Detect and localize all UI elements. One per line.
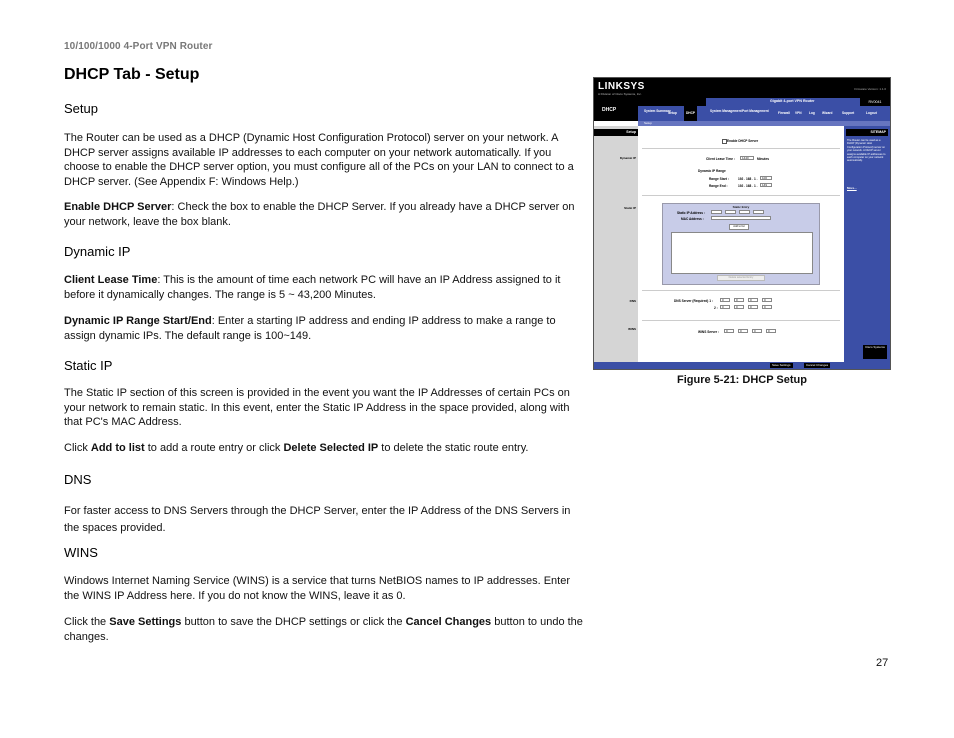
- static-ip-heading: Static IP: [64, 358, 113, 373]
- nav-logout[interactable]: Logout: [866, 111, 877, 115]
- mac-address-label: MAC Address :: [681, 217, 704, 221]
- divider: [642, 195, 840, 196]
- divider: [642, 148, 840, 149]
- dns2-octet-1[interactable]: 0: [720, 305, 730, 309]
- dynamic-ip-heading: Dynamic IP: [64, 244, 131, 259]
- page-number: 27: [876, 657, 889, 669]
- subnav-setup[interactable]: Setup: [644, 121, 652, 125]
- range-start-prefix: 192 . 168 . 1 .: [738, 177, 758, 181]
- wins-octet-1[interactable]: 0: [724, 329, 734, 333]
- range-start-input[interactable]: 100: [760, 176, 772, 180]
- lease-time-label: Client Lease Time :: [706, 157, 735, 161]
- nav-setup[interactable]: Setup: [668, 111, 677, 115]
- static-entry-title: Static Entry: [732, 205, 750, 209]
- ip-range-paragraph: [64, 314, 584, 343]
- save-settings-button[interactable]: Save Settings: [772, 363, 791, 367]
- wins-octet-3[interactable]: 0: [752, 329, 762, 333]
- label-dynamic-ip: Dynamic IP: [619, 156, 636, 160]
- wins-heading: WINS: [64, 545, 98, 560]
- wins-paragraph: Windows Internet Naming Service (WINS) is a service that turns NetBIOS names to IP addresses. Enter the WINS IP Address here. If you do not know the WINS, leave it as 0.: [64, 575, 570, 602]
- figure-screenshot: [593, 77, 891, 370]
- divider: [642, 320, 840, 321]
- nav-dhcp[interactable]: DHCP: [684, 106, 697, 121]
- cisco-logo: Cisco Systems: [863, 345, 887, 359]
- dns1-octet-4[interactable]: 0: [762, 298, 772, 302]
- section-label: DHCP: [602, 107, 617, 113]
- dns1-octet-1[interactable]: 0: [720, 298, 730, 302]
- nav-vpn[interactable]: VPN: [795, 111, 802, 115]
- nav-firewall[interactable]: Firewall: [778, 111, 790, 115]
- dns1-octet-3[interactable]: 0: [748, 298, 758, 302]
- left-column: [594, 126, 638, 362]
- static-ip-paragraph: The Static IP section of this screen is provided in the event you want the IP Addresses of certain PCs on your network to remain static. In this event, enter the Static IP Address in the space provided, along with that PC's MAC Address.: [64, 387, 570, 428]
- setup-paragraph: The Router can be used as a DHCP (Dynamic Host Configuration Protocol) server on your network. A DHCP server assigns available IP addresses to each computer on your network automatically. If you choose to enable the DHCP server option, you must configure all of the PCs on your LAN to connect to a DHCP server. (See Appendix F: Windows Help.): [64, 132, 574, 188]
- wins-octet-4[interactable]: 0: [766, 329, 776, 333]
- static-entry-panel: [662, 203, 820, 285]
- lease-time-unit: Minutes: [757, 157, 770, 161]
- more-link[interactable]: More...: [847, 186, 857, 190]
- term-ip-range: Dynamic IP Range Start/End: [64, 315, 212, 327]
- right-help-column: [844, 126, 890, 362]
- text-fragment: button to undo the changes.: [64, 616, 583, 643]
- wins-octet-2[interactable]: 0: [738, 329, 748, 333]
- static-ip-octet-3[interactable]: [739, 210, 750, 214]
- static-ip-list[interactable]: [671, 232, 813, 274]
- dns2-label: 2 :: [714, 306, 718, 310]
- enable-dhcp-paragraph: [64, 200, 584, 229]
- dns-server-label: DNS Server (Required) 1 :: [674, 299, 713, 303]
- dns2-octet-3[interactable]: 0: [748, 305, 758, 309]
- term-cancel-changes: Cancel Changes: [405, 616, 492, 628]
- nav-wizard[interactable]: Wizard: [822, 111, 833, 115]
- lease-time-input[interactable]: 1440: [740, 156, 754, 160]
- lease-time-paragraph: [64, 273, 584, 302]
- nav-log[interactable]: Log: [809, 111, 815, 115]
- dns-heading: DNS: [64, 472, 92, 487]
- running-header: 10/100/1000 4-Port VPN Router: [64, 41, 213, 52]
- range-end-input[interactable]: 149: [760, 183, 772, 187]
- lease-time-text: : This is the amount of time each network PC will have an IP Address assigned to it before it dynamically changes. The range is 5 ~ 43,200 Minutes.: [64, 274, 561, 301]
- ip-range-text: : Enter a starting IP address and ending IP address to make a range to assign dynamic IPs. The default range is 100~149.: [64, 315, 556, 342]
- text-fragment: Click: [64, 442, 91, 454]
- static-ip-octet-1[interactable]: [711, 210, 722, 214]
- add-to-list-button[interactable]: Add to list: [729, 224, 749, 230]
- text-fragment: button to save the DHCP settings or click the: [181, 616, 406, 628]
- dns-paragraph: For faster access to DNS Servers through the DHCP Server, enter the IP Address of the DNS Servers in the spaces provided.: [64, 505, 571, 534]
- setup-heading: Setup: [64, 101, 98, 116]
- enable-dhcp-label: Enable DHCP Server: [727, 139, 759, 143]
- label-wins: WINS: [628, 327, 636, 331]
- logo-subtitle: A Division of Cisco Systems, Inc.: [598, 92, 642, 96]
- left-tab-setup: Setup: [594, 129, 638, 136]
- page-title: DHCP Tab - Setup: [64, 66, 200, 83]
- term-save-settings: Save Settings: [109, 616, 182, 628]
- delete-selected-button[interactable]: Delete selected Entry: [717, 275, 765, 281]
- term-enable-dhcp: Enable DHCP Server: [64, 201, 172, 213]
- wins-server-label: WINS Server :: [698, 330, 720, 334]
- text-fragment: to delete the static route entry.: [378, 442, 529, 454]
- nav-system-summary[interactable]: System Summary: [644, 109, 671, 113]
- static-ip-octet-4[interactable]: [753, 210, 764, 214]
- range-start-label: Range Start :: [709, 177, 729, 181]
- dns2-octet-2[interactable]: 0: [734, 305, 744, 309]
- dns1-octet-2[interactable]: 0: [734, 298, 744, 302]
- term-add-to-list: Add to list: [90, 442, 145, 454]
- cancel-changes-button[interactable]: Cancel Changes: [806, 363, 829, 367]
- dns2-octet-4[interactable]: 0: [762, 305, 772, 309]
- product-bar: [706, 98, 890, 106]
- sitemap-link[interactable]: SITEMAP: [846, 129, 888, 136]
- label-dns: DNS: [629, 299, 636, 303]
- nav-port-management[interactable]: Port Management: [742, 109, 769, 113]
- label-static-ip: Static IP: [624, 206, 636, 210]
- enable-dhcp-text: : Check the box to enable the DHCP Server. If you already have a DHCP server on your network, leave the box blank.: [64, 201, 575, 228]
- range-end-prefix: 192 . 168 . 1 .: [738, 184, 758, 188]
- static-ip-label: Static IP Address :: [677, 211, 705, 215]
- static-ip-octet-2[interactable]: [725, 210, 736, 214]
- nav-system-management[interactable]: System Management: [710, 109, 742, 113]
- help-text: The Router can be used as a DHCP (Dynamic Host Configuration Protocol) server on your network. A DHCP server assigns available IP addresses to each computer on your network automatically.: [847, 139, 886, 163]
- firmware-version: Firmware Version: 1.1.0: [854, 87, 886, 91]
- mac-address-input[interactable]: [711, 216, 771, 220]
- term-lease-time: Client Lease Time: [64, 274, 158, 286]
- bottom-action-bar: [594, 362, 890, 369]
- add-delete-paragraph: [64, 441, 584, 456]
- term-delete-selected-ip: Delete Selected IP: [283, 442, 379, 454]
- linksys-logo: LINKSYS: [598, 81, 645, 92]
- save-cancel-paragraph: [64, 615, 584, 644]
- text-fragment: Click the: [64, 616, 110, 628]
- range-end-label: Range End :: [709, 184, 728, 188]
- nav-support[interactable]: Support: [842, 111, 855, 115]
- divider: [642, 290, 840, 291]
- model-number: RV0041: [860, 98, 890, 106]
- figure-caption: Figure 5-21: DHCP Setup: [677, 374, 807, 386]
- text-fragment: to add a route entry or click: [144, 442, 284, 454]
- range-title: Dynamic IP Range: [698, 169, 726, 173]
- product-name: Gigabit 4-port VPN Router: [770, 99, 815, 103]
- router-nav: [638, 106, 890, 121]
